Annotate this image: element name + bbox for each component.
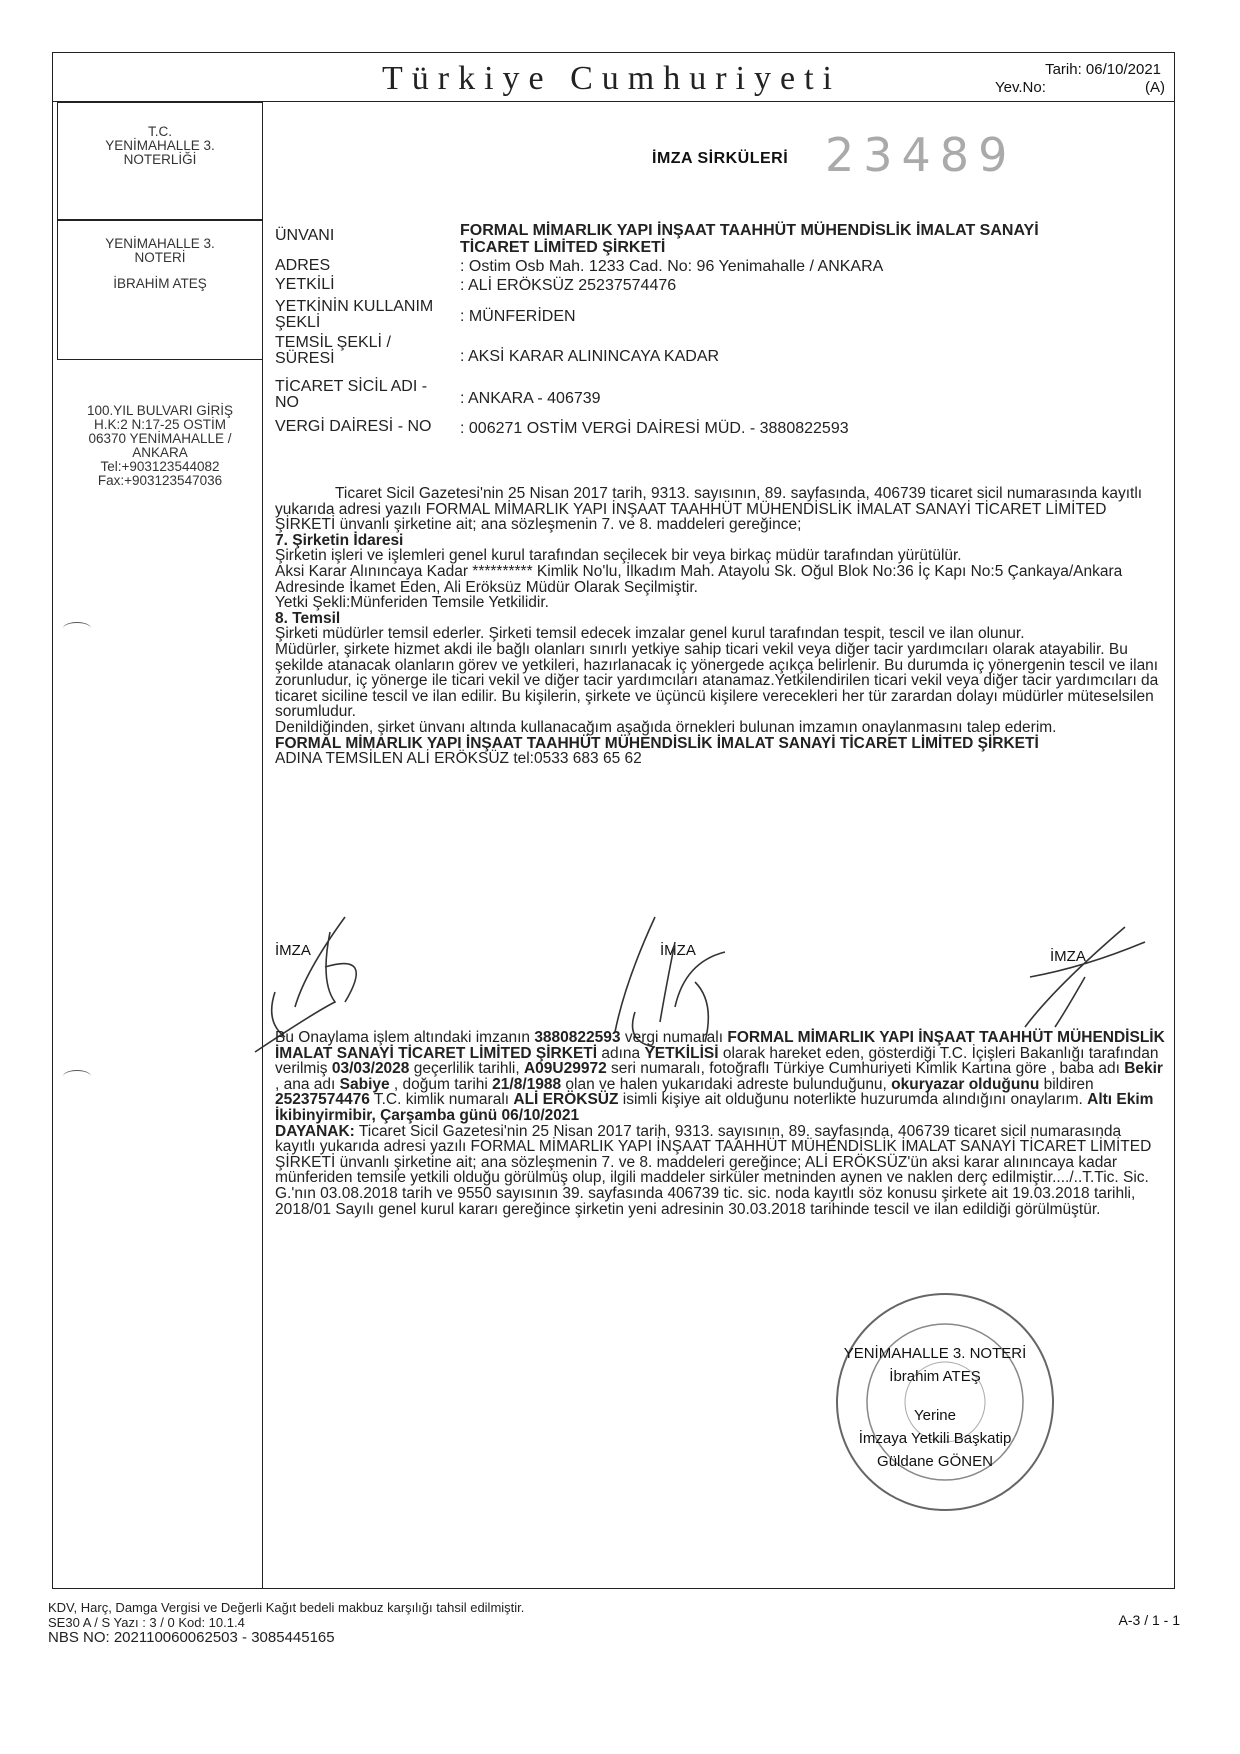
basis-label: DAYANAK: (275, 1122, 355, 1140)
address-line: 100.YIL BULVARI GİRİŞ (86, 403, 234, 418)
address-line: 06370 YENİMAHALLE / (88, 431, 232, 446)
signature-label: İMZA (1050, 948, 1086, 965)
approval-text-run: A09U29972 (523, 1060, 607, 1078)
field-value: : ANKARA - 406739 (460, 390, 601, 407)
approval-section (275, 1030, 1165, 1217)
field-row-authorized (275, 277, 1165, 299)
address-line: Tel:+903123544082 (100, 459, 220, 474)
field-value: : AKSİ KARAR ALININCAYA KADAR (460, 348, 720, 365)
company-fields (275, 222, 1165, 441)
notary-line: NOTERİ (134, 250, 186, 265)
footer-fee-note: KDV, Harç, Damga Vergisi ve Değerli Kağıt bedeli makbuz karşılığı tahsil edilmiştir. (48, 1600, 525, 1615)
approval-text-run: vergi numaralı (620, 1029, 728, 1046)
notary-office-box (57, 102, 263, 220)
footer-nbs-number: NBS NO: 202110060062503 - 3085445165 (48, 1629, 335, 1646)
address-line: Fax:+903123547036 (97, 473, 223, 488)
field-value-line: FORMAL MİMARLIK YAPI İNŞAAT TAAHHÜT MÜHENDİSLİK İMALAT SANAYİ (460, 222, 1039, 239)
field-row-address (275, 258, 1165, 277)
section-8-line: Müdürler, şirkete hizmet akdi ile bağlı olanları sınırlı yetkiye sahip ticari vekil veya diğer tacir yardımcıları olarak atayabilir. Bu şekilde atanacak olanların görev ve yetkileri, hazırlanacak iç yönergede açıkça belirlenir. Bu durumda iç yönergenin tescil ve ilanı zorunludur, iç yönerge ile ticari vekil ve diğer tacir yardımcıları atanamaz.Yetkilendirilen ticari vekil veya diğer tacir yardımcıları da ticaret siciline tescil ve ilan edilir. Bu kişilerin, şirkete ve üçüncü kişilere verecekleri her tür zarardan dolayı müdürler müteselsilen sorumludur. (275, 640, 1159, 721)
signature-label: İMZA (660, 942, 696, 959)
field-label: VERGİ DAİRESİ - NO (275, 418, 432, 435)
approval-text-run: FORMAL MİMARLIK YAPI İNŞAAT TAAHHÜT MÜHENDİSLİK İMALAT SANAYİ TİCARET LİMİTED ŞİRKETİ (275, 1029, 1165, 1062)
approval-text-run: isimli kişiye ait olduğunu noterlikte huzurumda alındığını onaylarım. (618, 1091, 1088, 1109)
notary-name: İBRAHİM ATEŞ (113, 276, 207, 291)
document-header (52, 52, 1175, 102)
section-8-title: 8. Temsil (275, 609, 341, 627)
journal-number-label: Yev.No: (995, 79, 1046, 96)
notary-sidebar (57, 102, 263, 1589)
stamp-line: İbrahim ATEŞ (889, 1368, 981, 1385)
field-row-title (275, 222, 1165, 258)
field-label: TİCARET SİCİL ADI - NO (275, 378, 428, 411)
approval-text-run: 25237574476 (275, 1091, 370, 1109)
stamp-line: YENİMAHALLE 3. NOTERİ (843, 1345, 1027, 1362)
field-value: : MÜNFERİDEN (460, 308, 576, 325)
company-name-caps: FORMAL MİMARLIK YAPI İNŞAAT TAAHHÜT MÜHENDİSLİK İMALAT SANAYİ TİCARET LİMİTED ŞİRKETİ (275, 734, 1039, 752)
document-footer (48, 1600, 1178, 1645)
section-7-line: Aksi Karar Alınıncaya Kadar ********** Kimlik No'lu, İlkadım Mah. Atayolu Sk. Oğul Blok No:36 İç Kapı No:5 Çankaya/Ankara Adresinde İkamet Eden, Ali Eröksüz Müdür Olarak Seçilmiştir. (275, 562, 1123, 596)
approval-text-run: okuryazar olduğunu (891, 1075, 1040, 1093)
address-line: H.K:2 N:17-25 OSTİM (93, 417, 227, 432)
approval-text-run: 03/03/2028 (331, 1060, 410, 1078)
field-label: ADRES (275, 257, 331, 274)
section-8-line: Şirketi müdürler temsil ederler. Şirketi temsil edecek imzalar genel kurul tarafından tespit, tescil ve ilan olunur. (275, 625, 1025, 643)
approval-text-run: adına (597, 1044, 645, 1062)
notary-address (57, 404, 263, 488)
stamp-line: Güldane GÖNEN (877, 1453, 993, 1470)
approval-text-run: T.C. kimlik numaralı (369, 1091, 514, 1109)
address-line: ANKARA (132, 445, 188, 460)
signature-area (275, 942, 1165, 1032)
notary-stamp-text (835, 1342, 1035, 1473)
field-label: TEMSİL ŞEKLİ / SÜRESİ (275, 334, 391, 367)
basis-text: Ticaret Sicil Gazetesi'nin 25 Nisan 2017 tarih, 9313. sayısının, 89. sayfasında, 406739 ticaret sicil numarasında kayıtlı yukarıda adresi yazılı FORMAL MİMARLIK YAPI İNŞAAT TAAHHÜT MÜHENDİSLİK İMALAT SANAYİ TİCARET LİMİTED ŞİRKETİ ünvanlı şirketine ait; ana sözleşmenin 7. ve 8. maddeleri gereğince; ALİ ERÖKSÜZ'ün aksi karar alınıncaya kadar münferiden temsile yetkili olduğu görülmüş olup, ilgili maddeler sirküler metninden aynen ve naklen derç edilmiştir..../..T.Tic. Sic. G.'nın 03.08.2018 tarih ve 9550 sayısının 39. sayfasında 406739 tic. sic. noda kayıtlı söz konusu şirkete ait 19.03.2018 tarihli, 2018/01 Sayılı genel kurul kararı gereğince şirketin yeni adresinin 30.03.2018 tarihinde tescil ve ilan edildiği görülmüştür. (275, 1122, 1152, 1218)
document-date: Tarih: 06/10/2021 (1045, 61, 1161, 78)
field-label: YETKİNİN KULLANIM ŞEKLİ (275, 298, 434, 331)
section-7-title: 7. Şirketin İdaresi (275, 531, 404, 549)
approval-text-run: 3880822593 (534, 1029, 621, 1046)
field-label: YETKİLİ (275, 276, 335, 293)
section-8-line: Denildiğinden, şirket ünvanı altında kullanacağım aşağıda örnekleri bulunan imzamın onaylanmasını talep ederim. (275, 718, 1057, 736)
office-line: NOTERLİĞİ (123, 152, 197, 167)
footer-code-line: SE30 A / S Yazı : 3 / 0 Kod: 10.1.4 (48, 1615, 245, 1630)
approval-text-run: ALİ ERÖKSÜZ (513, 1091, 619, 1109)
section-7-line: Yetki Şekli:Münferiden Temsile Yetkilidir. (275, 594, 549, 612)
field-value: : ALİ ERÖKSÜZ 25237574476 (460, 277, 677, 294)
punch-mark (63, 1070, 91, 1083)
approval-text-run: olarak hareket eden, gösterdiği T.C. İçişleri Bakanlığı tarafından verilmiş (275, 1044, 1159, 1078)
approval-text-run: seri numaralı, fotoğraflı Türkiye Cumhuriyeti Kimlik Kartına göre , baba adı (606, 1060, 1125, 1078)
approval-text-run: bildiren (1039, 1075, 1094, 1093)
field-label: ÜNVANI (275, 227, 335, 244)
field-row-representation (275, 335, 1165, 379)
field-row-registry (275, 379, 1165, 419)
representative-line: ADINA TEMSİLEN ALİ ERÖKSÜZ tel:0533 683 65 62 (275, 750, 642, 768)
approval-text-run: , ana adı (275, 1075, 340, 1093)
circular-title: İMZA SİRKÜLERİ (652, 150, 789, 167)
field-row-tax (275, 419, 1165, 441)
notary-name-box (57, 220, 263, 360)
journal-number-value: (A) (1145, 79, 1165, 96)
section-7-line: Şirketin işleri ve işlemleri genel kurul tarafından seçilecek bir veya birkaç müdür tarafından yürütülür. (275, 547, 962, 565)
approval-text-run: 21/8/1988 (492, 1075, 562, 1093)
approval-paragraph (275, 1030, 1165, 1124)
intro-paragraph: Ticaret Sicil Gazetesi'nin 25 Nisan 2017 tarih, 9313. sayısının, 89. sayfasında, 406739 ticaret sicil numarasında kayıtlı yukarıda adresi yazılı FORMAL MİMARLIK YAPI İNŞAAT TAAHHÜT MÜHENDİSLİK İMALAT SANAYİ TİCARET LİMİTED ŞİRKETİ ünvanlı şirketine ait; ana sözleşmenin 7. ve 8. maddeleri gereğince; (275, 485, 1143, 534)
stamp-line: Yerine (914, 1407, 956, 1424)
office-line: T.C. (147, 124, 172, 139)
notary-line: YENİMAHALLE 3. (105, 236, 215, 251)
approval-text-run: geçerlilik tarihli, (409, 1060, 524, 1078)
approval-text-run: , doğum tarihi (389, 1075, 493, 1093)
approval-text-run: Altı Ekim İkibinyirmibir, Çarşamba günü 06/10/2021 (275, 1091, 1154, 1124)
field-row-usage (275, 299, 1165, 335)
approval-text-run: YETKİLİSİ (644, 1044, 719, 1062)
document-title: Türkiye Cumhuriyeti (382, 60, 842, 97)
journal-number (995, 79, 1165, 96)
reference-number: 23489 (825, 128, 1017, 182)
approval-text-run: Bekir (1124, 1060, 1163, 1078)
punch-mark (63, 622, 91, 635)
approval-text-run: olan ve halen yukarıdaki adreste bulunduğunu, (561, 1075, 892, 1093)
office-line: YENİMAHALLE 3. (105, 138, 215, 153)
field-value: : 006271 OSTİM VERGİ DAİRESİ MÜD. - 3880822593 (460, 420, 849, 437)
circular-body (275, 486, 1165, 767)
signature-label: İMZA (275, 942, 311, 959)
approval-text-run: Sabiye (339, 1075, 390, 1093)
basis-paragraph (275, 1124, 1165, 1218)
field-value (460, 222, 1160, 256)
approval-text-run: Bu Onaylama işlem altındaki imzanın (275, 1029, 535, 1046)
page-code: A-3 / 1 - 1 (1118, 1612, 1180, 1628)
field-value-line: TİCARET LİMİTED ŞİRKETİ (460, 239, 666, 256)
field-value: : Ostim Osb Mah. 1233 Cad. No: 96 Yenimahalle / ANKARA (460, 258, 884, 275)
stamp-line: İmzaya Yetkili Başkatip (858, 1430, 1012, 1447)
